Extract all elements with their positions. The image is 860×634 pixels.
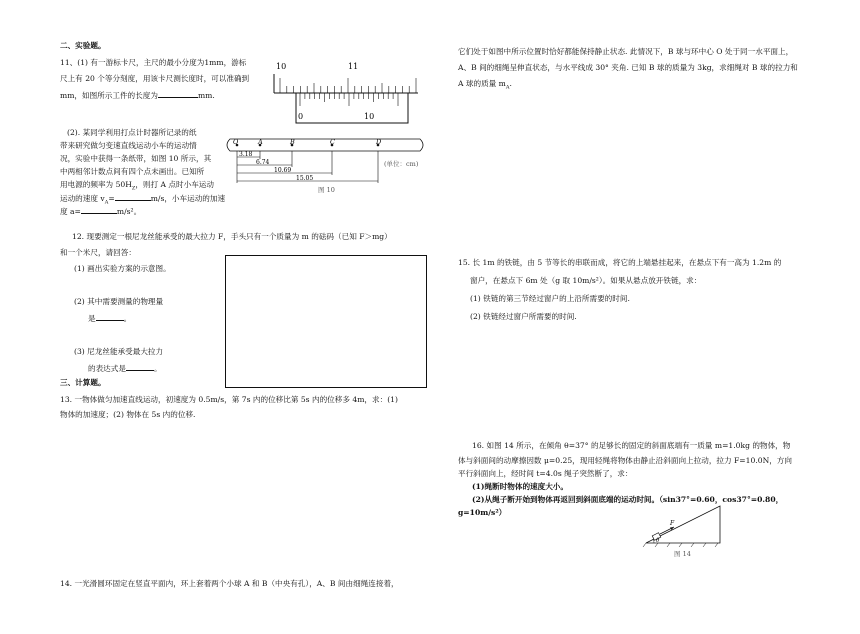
section-title-experiment: 二、实验题。 — [60, 41, 106, 50]
q12-part3-c: 。 — [153, 364, 162, 373]
q14-cont-line3-end: . — [509, 79, 512, 88]
q11-2-line3: 况，实验中获得一条纸带，如图 10 所示，其 — [60, 154, 212, 163]
vernier-caliper-figure — [268, 58, 428, 128]
q11-2-accel-blank[interactable] — [81, 205, 117, 214]
q14-cont-line3 — [458, 78, 512, 94]
caliper-vernier-ticks — [300, 93, 398, 106]
q14-cont-line2: A、B 间的细绳呈伸直状态，与水平线成 30° 夹角. 已知 B 球的质量为 3kg，求细绳对 B 球的拉力和 — [458, 63, 798, 72]
caliper-main-ticks — [280, 78, 416, 93]
caliper-vernier-label-10: 10 — [364, 112, 375, 121]
q11-line3-text: mm，如图所示工件的长度为 — [60, 91, 158, 100]
tape-point-o: O — [233, 138, 239, 146]
q11-2-line2: 带来研究做匀变速直线运动小车的运动情 — [60, 141, 197, 150]
q11-2-line6-sub: A — [104, 199, 109, 206]
q11-line3-unit: mm. — [197, 91, 215, 100]
q11-2-line1: (2). 某同学利用打点计时器所记录的纸 — [67, 128, 197, 137]
q11-line2: 尺上有 20 个等分刻度，用该卡尺测长度时，可以准确到 — [60, 74, 250, 83]
q12-drawing-box[interactable] — [225, 255, 427, 388]
tape-figure-caption: 图 10 — [318, 186, 335, 194]
q11-2-line6-b: = — [108, 194, 115, 203]
q12-line1: 12. 现要测定一根尼龙丝能承受的最大拉力 F，手头只有一个质量为 m 的砝码（已知 F＞mg） — [72, 232, 392, 241]
q16-line1: 16. 如图 14 所示，在倾角 θ=37° 的足够长的固定的斜面底端有一质量 m=1.0kg 的物体，物 — [472, 441, 791, 450]
incline-angle-label: θ — [656, 538, 660, 544]
q11-2-line7-b: m/s²。 — [116, 207, 142, 216]
q15-line1: 15. 长 1m 的铁链，由 5 节等长的串联而成，将它的上端悬挂起来，在悬点下有一高为 1.2m 的 — [458, 258, 782, 267]
caliper-main-label-11: 11 — [348, 62, 359, 71]
section-title-calculation: 三、计算题。 — [60, 378, 106, 387]
caliper-main-label-10: 10 — [276, 62, 287, 71]
tape-unit-label: (单位：cm) — [384, 160, 419, 168]
q16-line3: 平行斜面向上，经时间 t=4.0s 绳子突然断了，求： — [458, 469, 633, 478]
tape-measure-10-69: 10.69 — [274, 167, 292, 174]
q11-2-line4: 中两相邻计数点间有四个点未画出。已知所 — [60, 167, 205, 176]
q12-part3-b: 的表达式是 — [88, 364, 126, 373]
q12-part2: (2) 其中需要测量的物理量 — [74, 297, 164, 306]
incline-figure-caption: 图 14 — [674, 550, 691, 558]
tape-measure-3-18: 3.18 — [239, 151, 253, 158]
q15-part2: (2) 铁链经过窗户所需要的时间. — [470, 312, 577, 321]
q11-2-line5-a: 用电源的频率为 50H — [60, 180, 132, 189]
q15-part1: (1) 铁链的第三节经过窗户的上沿所需要的时间. — [470, 294, 630, 303]
q12-part2-cont — [88, 312, 131, 324]
q16-line2: 体与斜面间的动摩擦因数 μ=0.25，现用轻绳将物体由静止沿斜面向上拉动，拉力 F=10.0N，方向 — [458, 456, 792, 465]
tape-point-c: C — [330, 138, 335, 146]
q11-2-line6-c: m/s，小车运动的加速 — [150, 194, 226, 203]
q14-line1: 14. 一光滑圆环固定在竖直平面内，环上套着两个小球 A 和 B（中央有孔），A、B 间由细绳连接着， — [60, 579, 399, 588]
q12-part1: (1) 画出实验方案的示意图。 — [74, 264, 171, 273]
q12-part2-c: 。 — [123, 314, 132, 323]
q14-cont-line3-sub: A — [505, 84, 510, 91]
q12-expression-blank[interactable] — [126, 362, 154, 371]
q12-part2-b: 是 — [88, 314, 96, 323]
caliper-vernier-label-0: 0 — [298, 112, 304, 121]
tape-measure-15-05: 15.05 — [296, 175, 314, 182]
q12-line2: 和一个米尺，请回答： — [60, 248, 136, 257]
q16-part2: (2)从绳子断开始到物体再返回到斜面底端的运动时间。（sin37°=0.60，cos37°=0.80， — [472, 495, 784, 504]
tape-point-d: D — [376, 138, 382, 146]
tape-point-a: A — [258, 138, 263, 146]
q11-line1: 11、(1) 有一游标卡尺，主尺的最小分度为1mm，游标 — [60, 58, 247, 67]
q11-2-line7-a: 度 a= — [60, 207, 81, 216]
q13-line2: 物体的加速度；(2) 物体在 5s 内的位移. — [60, 410, 196, 419]
q16-part1: (1)绳断时物体的速度大小。 — [472, 482, 568, 491]
q11-2-velocity-blank[interactable] — [115, 192, 151, 201]
q13-line1: 13. 一物体做匀加速直线运动，初速度为 0.5m/s，第 7s 内的位移比第 5s 内的位移多 4m，求：(1) — [60, 395, 398, 404]
q11-2-line6-a: 运动的速度 v — [60, 194, 105, 203]
tape-point-b: B — [290, 138, 295, 146]
q14-cont-line1: 它们处于如图中所示位置时恰好都能保持静止状态. 此情况下，B 球与环中心 O 处于同一水平面上， — [458, 47, 794, 56]
q14-cont-line3-a: A 球的质量 m — [458, 79, 506, 88]
q11-answer-blank[interactable] — [158, 89, 198, 98]
q11-2-line5-sub: Z — [131, 185, 136, 192]
incline-figure — [640, 503, 732, 559]
q12-part3-cont — [88, 362, 162, 374]
q11-line3 — [60, 89, 215, 101]
tape-measure-6-74: 6.74 — [256, 159, 270, 166]
paper-tape-figure — [224, 136, 438, 196]
q12-quantity-blank[interactable] — [96, 312, 124, 321]
q11-2-line5-b: ，则打 A 点时小车运动 — [135, 180, 214, 189]
q15-line2: 窗户，在悬点下 6m 处（g 取 10m/s²）。如果从悬点放开铁链，求： — [470, 276, 702, 285]
incline-force-label: F — [670, 520, 675, 527]
q16-part2-cont: g=10m/s²） — [458, 508, 507, 517]
q12-part3: (3) 尼龙丝能承受最大拉力 — [74, 347, 164, 356]
q11-2-line7 — [60, 205, 141, 217]
